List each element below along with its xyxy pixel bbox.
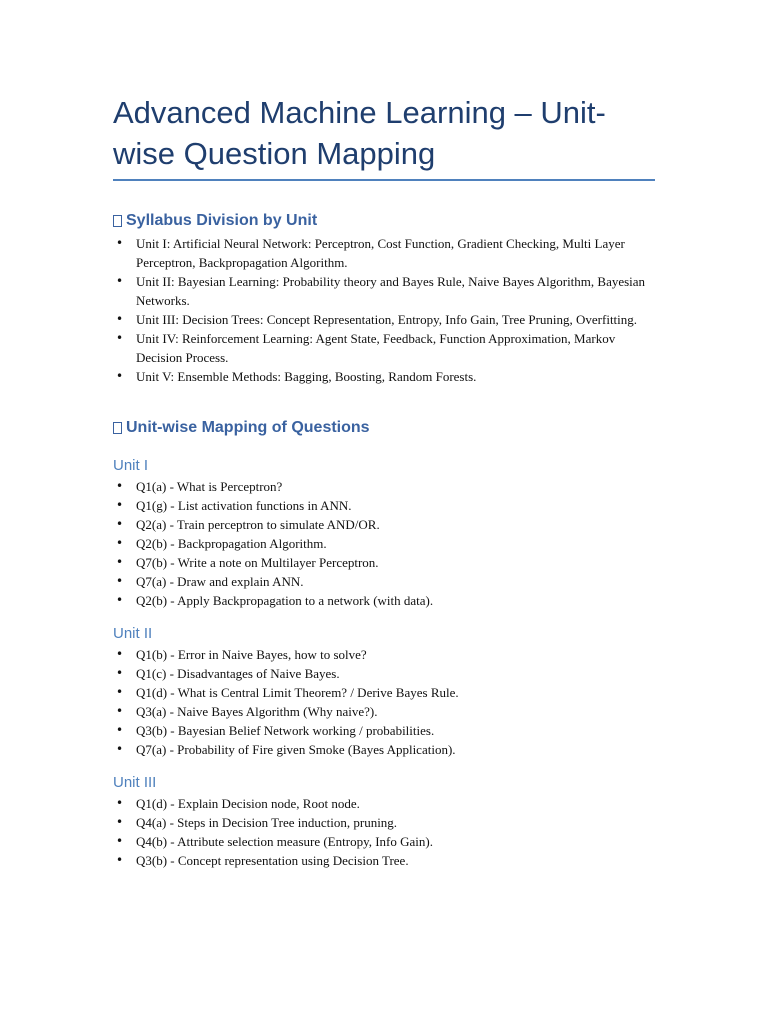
list-item: • Q1(a) - What is Perceptron? [116,479,283,494]
bullet-icon: • [116,666,124,680]
unit-2-question-list [113,645,655,759]
list-item: • Q2(b) - Apply Backpropagation to a network (with data). [116,593,434,608]
list-item: • Q1(d) - Explain Decision node, Root node. [116,796,360,811]
bullet-icon: • [116,555,124,569]
bullet-icon: • [116,593,124,607]
list-item: • Q2(a) - Train perceptron to simulate AND/OR. [116,517,380,532]
bullet-icon: • [116,742,124,756]
syllabus-heading-text: Syllabus Division by Unit [126,212,318,229]
document-title: Advanced Machine Learning – Unit-wise Question Mapping [113,95,606,171]
list-item: • Q7(b) - Write a note on Multilayer Perceptron. [116,555,379,570]
title-divider [113,179,655,181]
bullet-icon: • [116,853,124,867]
bullet-icon: • [116,331,124,345]
list-item: • Q4(b) - Attribute selection measure (Entropy, Info Gain). [116,834,433,849]
list-item: • Unit II: Bayesian Learning: Probability theory and Bayes Rule, Naive Bayes Algorithm, Bayesian Networks. [116,274,646,308]
list-item: • Unit III: Decision Trees: Concept Representation, Entropy, Info Gain, Tree Pruning, Overfitting. [116,312,638,327]
list-item: • Q1(d) - What is Central Limit Theorem? / Derive Bayes Rule. [116,685,459,700]
bullet-icon: • [116,834,124,848]
unit-3-question-list [113,794,655,870]
bullet-icon: • [116,274,124,288]
missing-glyph-icon [113,422,122,434]
unit-heading: Unit II [113,625,153,642]
bullet-icon: • [116,574,124,588]
bullet-icon: • [116,498,124,512]
list-item: • Q3(b) - Concept representation using Decision Tree. [116,853,409,868]
bullet-icon: • [116,536,124,550]
unit-heading: Unit III [113,774,157,791]
bullet-icon: • [116,517,124,531]
bullet-icon: • [116,479,124,493]
bullet-icon: • [116,312,124,326]
list-item: • Q3(b) - Bayesian Belief Network working / probabilities. [116,723,435,738]
list-item: • Q7(a) - Draw and explain ANN. [116,574,304,589]
list-item: • Q2(b) - Backpropagation Algorithm. [116,536,327,551]
syllabus-list [113,234,655,386]
bullet-icon: • [116,685,124,699]
list-item: • Q4(a) - Steps in Decision Tree induction, pruning. [116,815,398,830]
bullet-icon: • [116,369,124,383]
list-item: • Q1(g) - List activation functions in ANN. [116,498,352,513]
list-item: • Unit V: Ensemble Methods: Bagging, Boosting, Random Forests. [116,369,477,384]
bullet-icon: • [116,796,124,810]
mapping-heading-text: Unit-wise Mapping of Questions [126,419,370,436]
list-item: • Unit I: Artificial Neural Network: Perceptron, Cost Function, Gradient Checking, Multi Layer Perceptron, Backpropagation Algorithm. [116,236,625,270]
list-item: • Q7(a) - Probability of Fire given Smoke (Bayes Application). [116,742,456,757]
missing-glyph-icon [113,215,122,227]
bullet-icon: • [116,647,124,661]
list-item: • Q3(a) - Naive Bayes Algorithm (Why naive?). [116,704,378,719]
bullet-icon: • [116,236,124,250]
list-item: • Q1(c) - Disadvantages of Naive Bayes. [116,666,340,681]
unit-heading: Unit I [113,457,149,474]
syllabus-heading [113,211,655,231]
list-item: • Q1(b) - Error in Naive Bayes, how to solve? [116,647,367,662]
bullet-icon: • [116,815,124,829]
unit-1-question-list [113,477,655,610]
list-item: • Unit IV: Reinforcement Learning: Agent State, Feedback, Function Approximation, Markov Decision Process. [116,331,616,365]
bullet-icon: • [116,723,124,737]
mapping-heading [113,418,655,438]
document-page [113,92,655,870]
bullet-icon: • [116,704,124,718]
